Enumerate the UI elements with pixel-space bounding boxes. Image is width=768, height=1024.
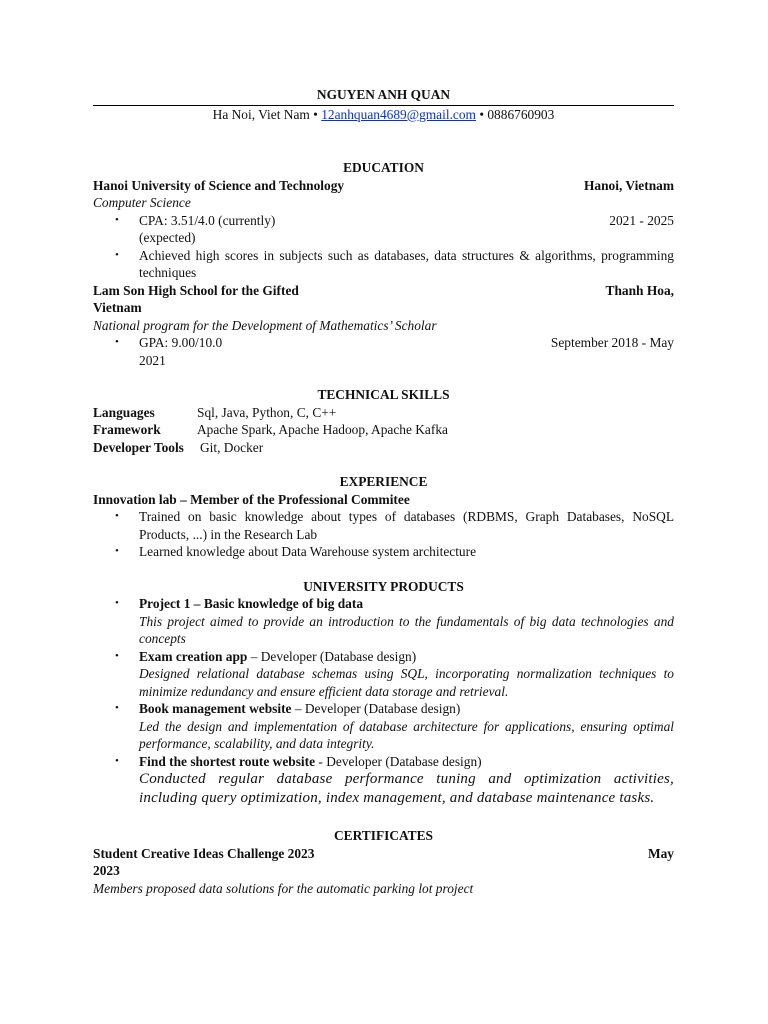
school-1-name: Hanoi University of Science and Technology bbox=[93, 177, 345, 193]
email-link[interactable]: 12anhquan4689@gmail.com bbox=[321, 106, 476, 122]
experience-heading: EXPERIENCE bbox=[339, 474, 428, 489]
bullet-icon: • bbox=[115, 213, 119, 226]
school-2-program: National program for the Development of Mathematics’ Scholar bbox=[93, 317, 437, 333]
certificate-date: May bbox=[647, 845, 674, 861]
product-name: Find the shortest route website bbox=[139, 753, 316, 769]
skills-row bbox=[93, 439, 674, 457]
experience-bullet-text: Trained on basic knowledge about types of databases (RDBMS, Graph Databases, NoSQL Products, ...) in the Research Lab bbox=[139, 509, 674, 542]
experience-bullets bbox=[93, 508, 674, 561]
certificate-row bbox=[93, 845, 674, 863]
school-2-bullets bbox=[93, 334, 674, 369]
product-description: Designed relational database schemas using SQL, incorporating normalization techniques to minimize redundancy and ensure efficient data storage and retrieval. bbox=[139, 666, 674, 699]
skills-heading: TECHNICAL SKILLS bbox=[317, 387, 450, 402]
products-heading: UNIVERSITY PRODUCTS bbox=[303, 578, 464, 594]
list-item bbox=[93, 334, 674, 369]
products-list bbox=[93, 595, 674, 808]
contact-location: Ha Noi, Viet Nam bbox=[212, 106, 310, 122]
cpa-text: CPA: 3.51/4.0 (currently) bbox=[139, 212, 276, 228]
product-role: - Developer (Database design) bbox=[315, 753, 482, 769]
list-item bbox=[93, 543, 674, 561]
certificates-heading: CERTIFICATES bbox=[334, 828, 433, 843]
cpa-date: 2021 - 2025 bbox=[609, 212, 674, 228]
list-item bbox=[93, 753, 674, 809]
bullet-icon: • bbox=[115, 545, 119, 557]
list-item bbox=[93, 700, 674, 753]
product-role: – Developer (Database design) bbox=[247, 648, 417, 664]
list-item bbox=[93, 508, 674, 543]
experience-bullet-text: Learned knowledge about Data Warehouse system architecture bbox=[139, 544, 477, 559]
bullet-icon: • bbox=[115, 597, 119, 609]
skills-label: Developer Tools bbox=[93, 439, 184, 455]
skills-label: Languages bbox=[93, 404, 155, 420]
school-2-location-cont: Vietnam bbox=[93, 300, 142, 315]
bullet-icon: • bbox=[115, 248, 119, 261]
gpa-text: GPA: 9.00/10.0 bbox=[139, 335, 223, 350]
product-description: Led the design and implementation of database architecture for applications, ensuring optimal performance, scalability, and data integrity. bbox=[139, 718, 674, 751]
resume-content bbox=[93, 86, 674, 897]
certificate-description: Members proposed data solutions for the automatic parking lot project bbox=[93, 880, 474, 896]
school-1-bullets bbox=[93, 212, 674, 282]
achievement-text: Achieved high scores in subjects such as databases, data structures & algorithms, programming techniques bbox=[139, 247, 674, 280]
contact-line bbox=[93, 106, 674, 124]
gpa-date: September 2018 - May bbox=[550, 335, 674, 350]
school-2-name: Lam Son High School for the Gifted bbox=[93, 282, 299, 298]
school-1-row bbox=[93, 177, 674, 195]
product-name: Book management website bbox=[139, 701, 292, 716]
bullet-icon: • bbox=[115, 754, 119, 767]
contact-separator: • bbox=[475, 106, 488, 122]
bullet-icon: • bbox=[115, 510, 119, 522]
product-description: Conducted regular database performance tuning and optimization activities, including query optimization, index management, and database maintenance tasks. bbox=[139, 771, 674, 806]
school-2-location: Thanh Hoa, bbox=[605, 282, 674, 298]
bullet-icon: • bbox=[115, 336, 119, 348]
bullet-icon: • bbox=[115, 649, 119, 662]
list-item bbox=[93, 595, 674, 648]
education-heading: EDUCATION bbox=[343, 160, 424, 175]
product-description: This project aimed to provide an introduction to the fundamentals of big data technologies and concepts bbox=[139, 613, 674, 646]
product-name: Exam creation app bbox=[139, 648, 248, 664]
skills-value: Apache Spark, Apache Hadoop, Apache Kafka bbox=[197, 422, 448, 437]
list-item bbox=[93, 648, 674, 701]
contact-separator: • bbox=[309, 106, 322, 122]
skills-value: Git, Docker bbox=[200, 439, 264, 455]
bullet-icon: • bbox=[115, 702, 119, 714]
experience-role: Innovation lab – Member of the Professional Commitee bbox=[93, 491, 410, 507]
school-1-major: Computer Science bbox=[93, 195, 191, 210]
school-1-location: Hanoi, Vietnam bbox=[583, 177, 674, 193]
skills-value: Sql, Java, Python, C, C++ bbox=[197, 404, 337, 420]
list-item bbox=[93, 212, 674, 247]
certificate-name: Student Creative Ideas Challenge 2023 bbox=[93, 845, 315, 861]
skills-row bbox=[93, 404, 674, 422]
contact-phone: 0886760903 bbox=[487, 106, 555, 122]
school-2-row bbox=[93, 282, 674, 300]
skills-label: Framework bbox=[93, 422, 161, 437]
product-role: – Developer (Database design) bbox=[291, 701, 461, 716]
list-item bbox=[93, 247, 674, 282]
cpa-extra: (expected) bbox=[139, 230, 196, 245]
gpa-date-cont: 2021 bbox=[139, 352, 166, 368]
candidate-name: NGUYEN ANH QUAN bbox=[316, 87, 451, 102]
skills-row bbox=[93, 421, 674, 439]
certificate-date-cont: 2023 bbox=[93, 863, 120, 878]
product-name: Project 1 – Basic knowledge of big data bbox=[139, 596, 364, 611]
